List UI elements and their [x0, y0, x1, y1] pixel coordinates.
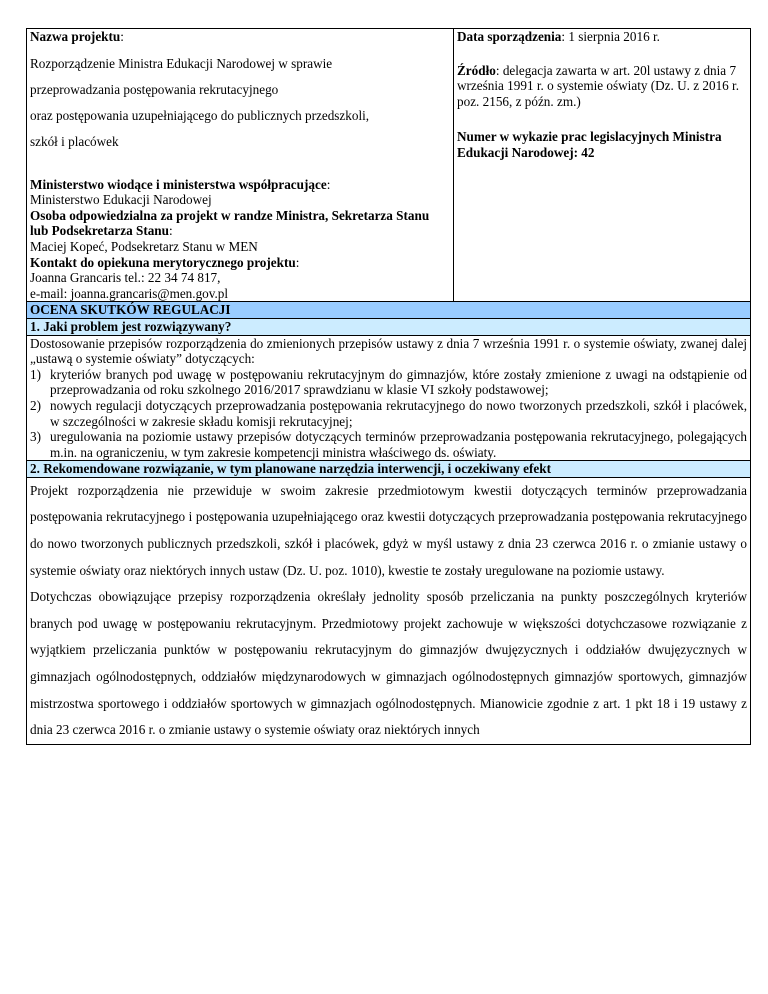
contact-email: e-mail: joanna.grancaris@men.gov.pl — [30, 285, 229, 301]
responsible-heading: Osoba odpowiedzialna za projekt w randze Ministra, Sekretarza Stanu lub Podsekretarza Stanu: — [30, 207, 430, 239]
project-title-line: Rozporządzenie Ministra Edukacji Narodowej w sprawie — [30, 55, 333, 71]
section2-paragraph: Dotychczas obowiązujące przepisy rozporządzenia określały jednolity sposób przeliczania na punkty poszczególnych kryteriów branych pod uwagę w postępowaniu rekrutacyjnym. Przedmiotowy projekt zachowuje w większości dotychczasowe rozwiązanie z wyjątkiem przeliczania punktów w postępowaniu rekrutacyjnym do gimnazjów dwujęzycznych i oddziałów dwujęzycznych w gimnazjach ogólnodostępnych, oddziałów międzynarodowych w gimnazjach ogólnodostępnych gimnazjów sportowych, gimnazjów mistrzostwa sportowego i oddziałów sportowych w gimnazjach ogólnodostępnych. Mianowicie zgodnie z art. 1 pkt 18 i 19 ustawy z dnia 23 czerwca 2016 r. o zmianie ustawy o systemie oświaty oraz niektórych innych — [30, 589, 747, 738]
section2-title: 2. Rekomendowane rozwiązanie, w tym planowane narzędzia interwencji, i oczekiwany efekt — [27, 461, 751, 478]
section1-intro: Dostosowanie przepisów rozporządzenia do zmienionych przepisów ustawy z dnia 7 września 1991 r. o systemie oświaty, zwanej dalej „ustawą o systemie oświaty” dotyczących: — [30, 335, 747, 367]
date-value: 1 sierpnia 2016 r. — [568, 29, 660, 44]
section1-title: 1. Jaki problem jest rozwiązywany? — [27, 318, 751, 335]
responsible-value: Maciej Kopeć, Podsekretarz Stanu w MEN — [30, 238, 258, 254]
project-title-line: oraz postępowania uzupełniającego do publicznych przedszkoli, — [30, 107, 370, 123]
document-page — [26, 28, 747, 745]
project-meta-cell — [454, 29, 751, 302]
project-name-heading: Nazwa projektu: — [30, 29, 124, 44]
project-title-line: szkół i placówek — [30, 133, 119, 149]
ministry-value: Ministerstwo Edukacji Narodowej — [30, 192, 212, 208]
date-line: Data sporządzenia: 1 sierpnia 2016 r. — [457, 29, 660, 44]
contact-name: Joanna Grancaris tel.: 22 34 74 817, — [30, 270, 221, 286]
assessment-title: OCENA SKUTKÓW REGULACJI — [27, 302, 751, 319]
project-info-cell — [27, 29, 454, 302]
project-title — [30, 51, 450, 155]
list-item: 3) uregulowania na poziomie ustawy przepisów dotyczących terminów przeprowadzania postępowania rekrutacyjnego, polegających m.in. na ograniczeniu, w tym zakresie kompetencji ministra właściwego ds. oświaty. — [30, 429, 747, 460]
section1-list — [30, 367, 747, 461]
legislative-number: Numer w wykazie prac legislacyjnych Ministra Edukacji Narodowej: 42 — [457, 129, 722, 160]
osr-table — [26, 28, 751, 745]
list-item: 2) nowych regulacji dotyczących przeprowadzania postępowania rekrutacyjnego do nowo tworzonych przedszkoli, szkół i placówek, w szczególności w zakresie składu komisji rekrutacyjnej; — [30, 397, 747, 429]
section1-body — [27, 335, 751, 461]
section2-paragraph: Projekt rozporządzenia nie przewiduje w swoim zakresie przedmiotowym kwestii dotyczących terminów przeprowadzania postępowania rekrutacyjnego i postępowania uzupełniającego oraz kwestii dotyczących przeprowadzania postępowania rekrutacyjnego do nowo tworzonych publicznych przedszkoli, szkół i placówek, gdyż w myśl ustawy z dnia 23 czerwca 2016 r. o zmianie ustawy o systemie oświaty oraz niektórych innych ustaw (Dz. U. poz. 1010), kwestie te zostały uregulowane na poziomie ustawy. — [30, 482, 747, 578]
contact-heading: Kontakt do opiekuna merytorycznego projektu: — [30, 254, 300, 270]
source-line: Źródło: delegacja zawarta w art. 20l ustawy z dnia 7 września 1991 r. o systemie oświaty (Dz. U. z 2016 r. poz. 2156, z późn. zm.) — [457, 62, 740, 109]
ministry-heading: Ministerstwo wiodące i ministerstwa współpracujące: — [30, 176, 331, 192]
source-value: delegacja zawarta w art. 20l ustawy z dnia 7 września 1991 r. o systemie oświaty (Dz. U. z 2016 r. poz. 2156, z późn. zm.) — [457, 62, 740, 109]
list-item: 1) kryteriów branych pod uwagę w postępowaniu rekrutacyjnym do gimnazjów, które zostały zmienione z uwagi na odstąpienie od przeprowadzania od roku szkolnego 2016/2017 sprawdzianu w klasie VI szkoły podstawowej; — [30, 366, 747, 398]
section2-body — [27, 477, 751, 744]
project-title-line: przeprowadzania postępowania rekrutacyjnego — [30, 81, 279, 97]
